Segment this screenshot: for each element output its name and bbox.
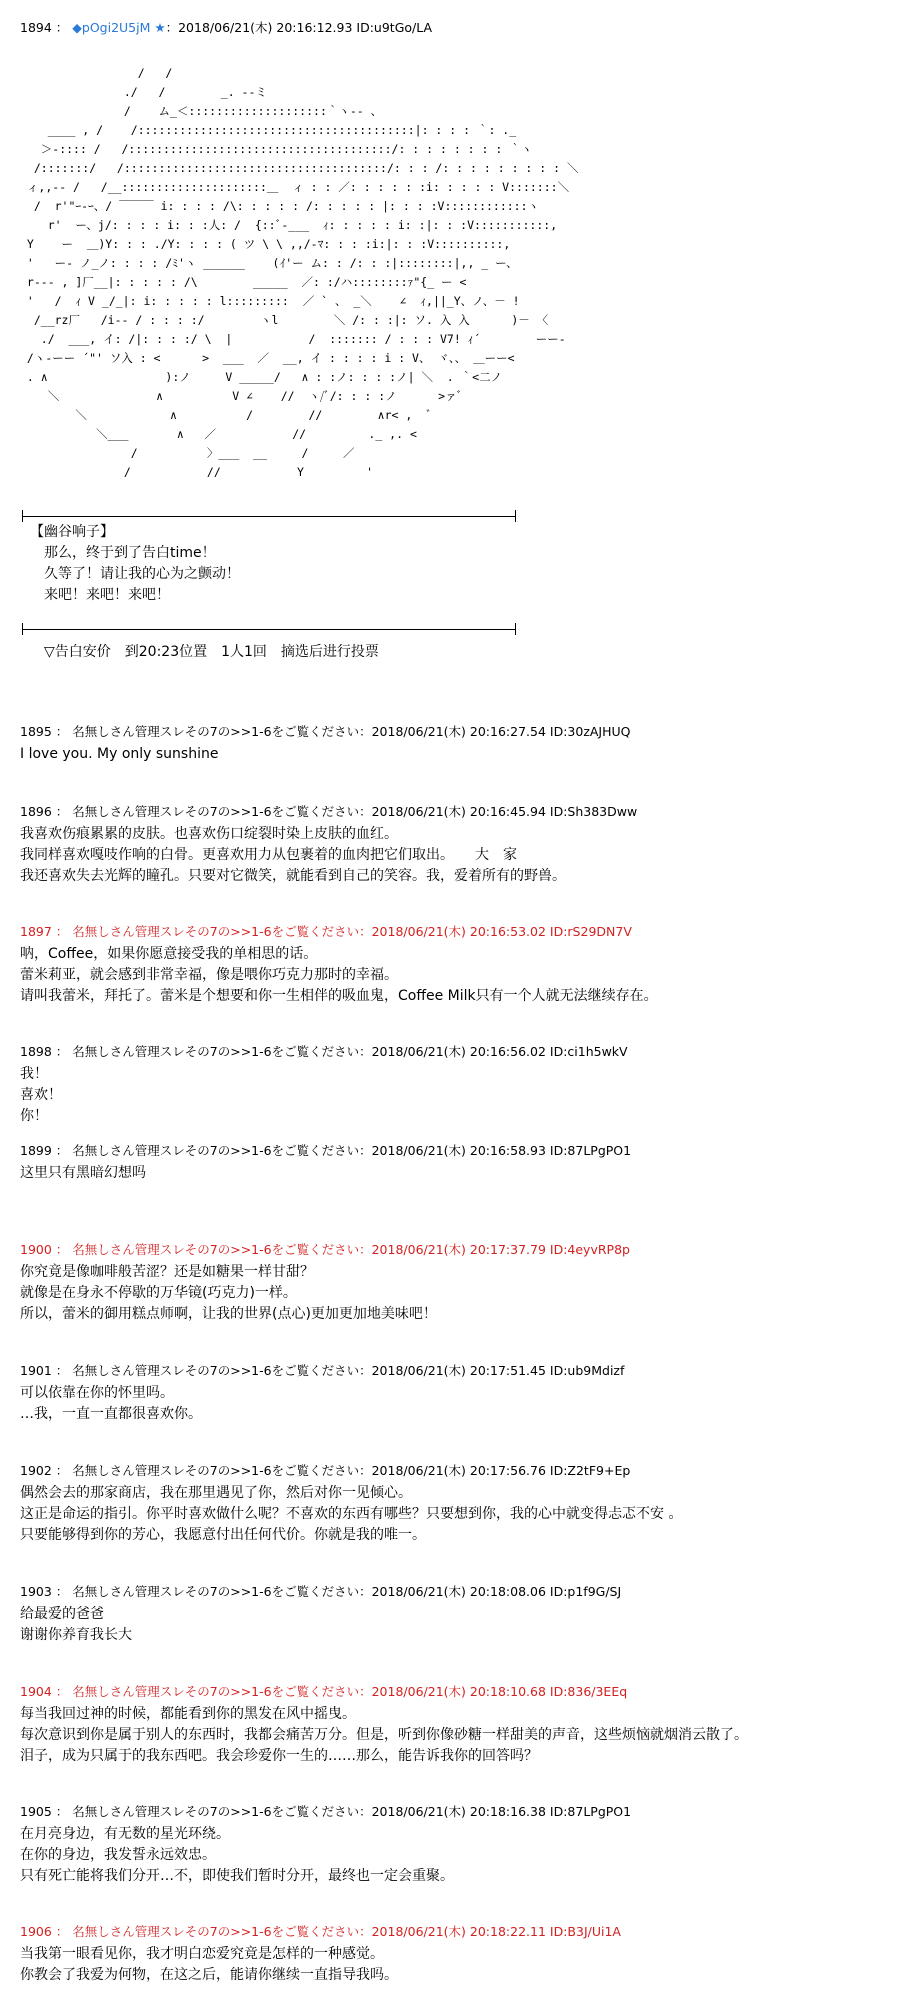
trip-code[interactable]: pOgi2U5jM [81,20,151,35]
post-header: 1903 ： 名無しさん管理スレその7の>>1-6をご覧ください：2018/06/21(木) 20:18:08.06 ID:p1f9G/SJ [20,1584,622,1599]
post-header: 1894 ： ◆pOgi2U5jM ★：2018/06/21(木) 20:16:12.93 ID:u9tGo/LA [20,20,433,35]
post-header: 1900 ： 名無しさん管理スレその7の>>1-6をご覧ください：2018/06/21(木) 20:17:37.79 ID:4eyvRP8p [20,1242,630,1257]
post-number: 1906 [20,1924,52,1939]
post-id[interactable]: ID:ci1h5wkV [549,1044,628,1059]
post-header: 1904 ： 名無しさん管理スレその7の>>1-6をご覧ください：2018/06/21(木) 20:18:10.68 ID:836/3EEq [20,1684,628,1699]
post-1900 [20,1242,890,1325]
post-id[interactable]: ID:u9tGo/LA [356,20,433,35]
post-number: 1902 [20,1463,52,1478]
star-icon: ★ [154,20,166,35]
post-datetime: 2018/06/21(木) 20:16:56.02 [371,1044,546,1059]
post-datetime: 2018/06/21(木) 20:16:53.02 [371,924,546,939]
post-header: 1895 ： 名無しさん管理スレその7の>>1-6をご覧ください：2018/06/21(木) 20:16:27.54 ID:30zAJHUQ [20,724,631,739]
post-number: 1897 [20,924,52,939]
post-id[interactable]: ID:30zAJHUQ [549,724,631,739]
post-body-line: 你究竟是像咖啡般苦涩？还是如糖果一样甘甜？ [20,1264,314,1280]
post-header: 1901 ： 名無しさん管理スレその7の>>1-6をご覧ください：2018/06/21(木) 20:17:51.45 ID:ub9Mdizf [20,1363,625,1378]
post-number: 1901 [20,1363,52,1378]
post-body-line: 呐，Coffee，如果你愿意接受我的单相思的话。 [20,946,318,962]
post-id[interactable]: ID:4eyvRP8p [549,1242,630,1257]
post-1903 [20,1584,890,1646]
post-header: 1898 ： 名無しさん管理スレその7の>>1-6をご覧ください：2018/06/21(木) 20:16:56.02 ID:ci1h5wkV [20,1044,628,1059]
post-header: 1902 ： 名無しさん管理スレその7の>>1-6をご覧ください：2018/06/21(木) 20:17:56.76 ID:Z2tF9+Ep [20,1463,631,1478]
poster-name: 名無しさん管理スレその7の>>1-6をご覧ください [72,1242,360,1257]
speech-line-2: 久等了！请让我的心为之颤动！ [44,566,240,582]
post-1896 [20,804,890,887]
post-body-line: 可以依靠在你的怀里吗。 [20,1385,174,1401]
poster-name: 名無しさん管理スレその7の>>1-6をご覧ください [72,1463,360,1478]
post-datetime: 2018/06/21(木) 20:16:45.94 [371,804,546,819]
post-id[interactable]: ID:p1f9G/SJ [549,1584,622,1599]
post-number: 1894 [20,20,52,35]
post-body-line: 我同样喜欢嘎吱作响的白骨。更喜欢用力从包裹着的血肉把它们取出。 大 家 [20,847,517,863]
post-1897 [20,924,890,1007]
post-header: 1906 ： 名無しさん管理スレその7の>>1-6をご覧ください：2018/06/21(木) 20:18:22.11 ID:B3J/Ui1A [20,1924,621,1939]
post-body-line: 在月亮身边，有无数的星光环绕。 [20,1826,230,1842]
post-id[interactable]: ID:ub9Mdizf [549,1363,625,1378]
post-body-line: 当我第一眼看见你，我才明白恋爱究竟是怎样的一种感觉。 [20,1946,384,1962]
post-id[interactable]: ID:Sh383Dww [549,804,638,819]
post-header: 1896 ： 名無しさん管理スレその7の>>1-6をご覧ください：2018/06/21(木) 20:16:45.94 ID:Sh383Dww [20,804,638,819]
post-id[interactable]: ID:rS29DN7V [549,924,632,939]
post-number: 1904 [20,1684,52,1699]
post-1898 [20,1044,890,1127]
post-body [20,1262,890,1325]
post-datetime: 2018/06/21(木) 20:17:51.45 [371,1363,546,1378]
post-datetime: 2018/06/21(木) 20:17:37.79 [371,1242,546,1257]
post-1905 [20,1804,890,1887]
post-body [20,1944,890,1986]
post-body-line: 给最爱的爸爸 [20,1606,104,1622]
speech-line-1: 那么，终于到了告白time！ [44,545,216,561]
post-id[interactable]: ID:87LPgPO1 [549,1804,632,1819]
frame-tick [22,623,23,635]
post-1906 [20,1924,890,1986]
post-body-line: 这里只有黑暗幻想吗 [20,1165,146,1181]
frame-tick [515,510,516,522]
post-1895 [20,724,890,765]
post-body-line: 我还喜欢失去光辉的瞳孔。只要对它微笑，就能看到自己的笑容。我，爱着所有的野兽。 [20,868,566,884]
post-body-line: I love you. My only sunshine [20,746,219,762]
post-body [20,824,890,887]
poster-name: 名無しさん管理スレその7の>>1-6をご覧ください [72,1143,360,1158]
post-datetime: 2018/06/21(木) 20:18:22.11 [371,1924,546,1939]
post-id[interactable]: ID:B3J/Ui1A [549,1924,621,1939]
frame-tick [515,623,516,635]
post-body [20,1383,890,1425]
speech-line-3: 来吧！来吧！来吧！ [44,587,170,603]
post-number: 1899 [20,1143,52,1158]
post-body-line: 泪子，成为只属于的我东西吧。我会珍爱你一生的……那么，能告诉我你的回答吗？ [20,1748,538,1764]
post-body [20,1163,890,1184]
post-body [20,1064,890,1127]
post-header: 1899 ： 名無しさん管理スレその7の>>1-6をご覧ください：2018/06/21(木) 20:16:58.93 ID:87LPgPO1 [20,1143,632,1158]
post-body-line: 你教会了我爱为何物，在这之后，能请你继续一直指导我吗。 [20,1967,398,1983]
post-body-line: 喜欢！ [20,1087,62,1103]
post-body [20,1604,890,1646]
post-body-line: 谢谢你养育我长大 [20,1627,132,1643]
post-datetime: 2018/06/21(木) 20:18:08.06 [371,1584,546,1599]
post-1899 [20,1143,890,1184]
ascii-art-character: / / ./ / _. --ミ / ム_＜::::::::::::::::::::｀ヽ-- 、 ____ , / /::::::::::::::::::::::::::::::::::::::::|: : : : ｀: ._ ＞-:::: / /::::::::::::::::::::::::::::::::::::::/: : : : : : : : ｀ヽ /:::::::/ /::::::::::::::::::::::::::::::::::::::/: : : /: : : : : : : : : ＼ ィ,,-‐ / /__:::::::::::::::::::::＿ ィ : : ／: : : : : :i: : : : : V:::::::＼ / r'"ｰ-ｰ、/ ￣￣￣ i: : : : /\: : : : : /: : : : : |: : : :V::::::::::::ヽ r' ー、j/: : : : i: : :人: / {::ﾞ-___ ｨ: : : : : i: :|: : :V:::::::::::, Y ー ＿)Y: : : ./Y: : : : ( ツ \ \ ,,/-ﾏ: : : :i:|: : :V::::::::::, ' ー- ノ_ノ: : : : /ﾐ'ヽ ______ (ｲ'ー ム: : /: : :|::::::::|,, _ ー、 r-‐- , ]厂__|: : : : : /\ _____ ／: :/ハ::::::::ｧ"{_ ー < ' / ｨ V _/_|: i: : : : : l::::::::: ／ ` 、 _＼ ∠ ｨ,||_Y、ノ、－ ! /__rz厂 /i-‐ / : : : :/ ヽl ＼ /: : :|: ソ. 入 入 )－ 〈 ./ ___, イ: /|: : : :/ \ | / ::::::: / : : : V7! ｨ´ ーー‐ /ヽ‐ーー ´"' ソ入 : < > ___ ／ __, イ : : : : i : V、 ヾ、、 ＿ーー< . ∧ ):ノ V _____/ ∧ : :ノ: : : :ノ| ＼ . ｀<二ノ ＼ ∧ V ∠ // ヽ/ﾞ/: : : :ノ >ァﾞ ＼ ∧ / // ∧r< , ﾞ ＼___ ∧ ／ // ._ ,. < / 〉___ __ / ／ / // Y ' [26,66,579,479]
frame-tick [22,510,23,522]
post-1894 [20,20,890,36]
post-body-line: 每当我回过神的时候，都能看到你的黑发在风中摇曳。 [20,1706,356,1722]
post-body-line: …我，一直一直都很喜欢你。 [20,1406,202,1422]
post-body-line: 在你的身边，我发誓永远效忠。 [20,1847,216,1863]
poster-name: 名無しさん管理スレその7の>>1-6をご覧ください [72,924,360,939]
post-body-line: 就像是在身永不停歇的万华镜(巧克力)一样。 [20,1285,297,1301]
post-number: 1898 [20,1044,52,1059]
speaker-name: 【幽谷响子】 [30,524,114,540]
post-datetime: 2018/06/21(木) 20:16:58.93 [371,1143,546,1158]
post-datetime: 2018/06/21(木) 20:18:10.68 [371,1684,546,1699]
post-header: 1905 ： 名無しさん管理スレその7の>>1-6をご覧ください：2018/06/21(木) 20:18:16.38 ID:87LPgPO1 [20,1804,632,1819]
post-body-line: 我！ [20,1066,48,1082]
post-body-line: 只要能够得到你的芳心，我愿意付出任何代价。你就是我的唯一。 [20,1527,426,1543]
post-number: 1896 [20,804,52,819]
poster-name: 名無しさん管理スレその7の>>1-6をご覧ください [72,1363,360,1378]
poster-name: 名無しさん管理スレその7の>>1-6をご覧ください [72,804,360,819]
post-body-line: 蕾米莉亚，就会感到非常幸福，像是喂你巧克力那时的幸福。 [20,967,398,983]
post-id[interactable]: ID:Z2tF9+Ep [549,1463,631,1478]
post-datetime: 2018/06/21(木) 20:17:56.76 [371,1463,546,1478]
post-body-line: 我喜欢伤痕累累的皮肤。也喜欢伤口绽裂时染上皮肤的血红。 [20,826,398,842]
post-body [20,1483,890,1546]
post-number: 1895 [20,724,52,739]
post-body [20,1704,890,1767]
vote-note: ▽告白安价 到20:23位置 1人1回 摘选后进行投票 [44,644,379,660]
post-header: 1897 ： 名無しさん管理スレその7の>>1-6をご覧ください：2018/06/21(木) 20:16:53.02 ID:rS29DN7V [20,924,632,939]
post-body [20,1824,890,1887]
post-body-line: 每次意识到你是属于别人的东西时，我都会痛苦万分。但是，听到你像砂糖一样甜美的声音，这些烦恼就烟消云散了。 [20,1727,748,1743]
post-1904 [20,1684,890,1767]
post-number: 1900 [20,1242,52,1257]
poster-name: 名無しさん管理スレその7の>>1-6をご覧ください [72,724,360,739]
post-number: 1905 [20,1804,52,1819]
post-datetime: 2018/06/21(木) 20:18:16.38 [371,1804,546,1819]
post-body [20,944,890,1007]
post-number: 1903 [20,1584,52,1599]
post-body [20,744,890,765]
poster-name: 名無しさん管理スレその7の>>1-6をご覧ください [72,1684,360,1699]
post-body-line: 这正是命运的指引。你平时喜欢做什么呢？不喜欢的东西有哪些？只要想到你，我的心中就变得忐忑不安 。 [20,1506,683,1522]
post-1902 [20,1463,890,1546]
post-body-line: 所以，蕾米的御用糕点师啊，让我的世界(点心)更加更加地美味吧！ [20,1306,437,1322]
frame-rule-bottom [22,629,516,630]
post-id[interactable]: ID:87LPgPO1 [549,1143,632,1158]
poster-name: 名無しさん管理スレその7の>>1-6をご覧ください [72,1924,360,1939]
post-datetime: 2018/06/21(木) 20:16:27.54 [371,724,546,739]
post-1901 [20,1363,890,1425]
frame-rule-top [22,516,516,517]
post-body-line: 你！ [20,1108,48,1124]
poster-name: 名無しさん管理スレその7の>>1-6をご覧ください [72,1804,360,1819]
post-id[interactable]: ID:836/3EEq [549,1684,628,1699]
post-body-line: 只有死亡能将我们分开…不，即使我们暂时分开，最终也一定会重聚。 [20,1868,454,1884]
post-body-line: 请叫我蕾米，拜托了。蕾米是个想要和你一生相伴的吸血鬼，Coffee Milk只有一个人就无法继续存在。 [20,988,658,1004]
post-datetime: 2018/06/21(木) 20:16:12.93 [178,20,353,35]
poster-name: 名無しさん管理スレその7の>>1-6をご覧ください [72,1584,360,1599]
poster-name: 名無しさん管理スレその7の>>1-6をご覧ください [72,1044,360,1059]
post-body-line: 偶然会去的那家商店，我在那里遇见了你，然后对你一见倾心。 [20,1485,412,1501]
trip-diamond-icon: ◆ [72,20,82,35]
